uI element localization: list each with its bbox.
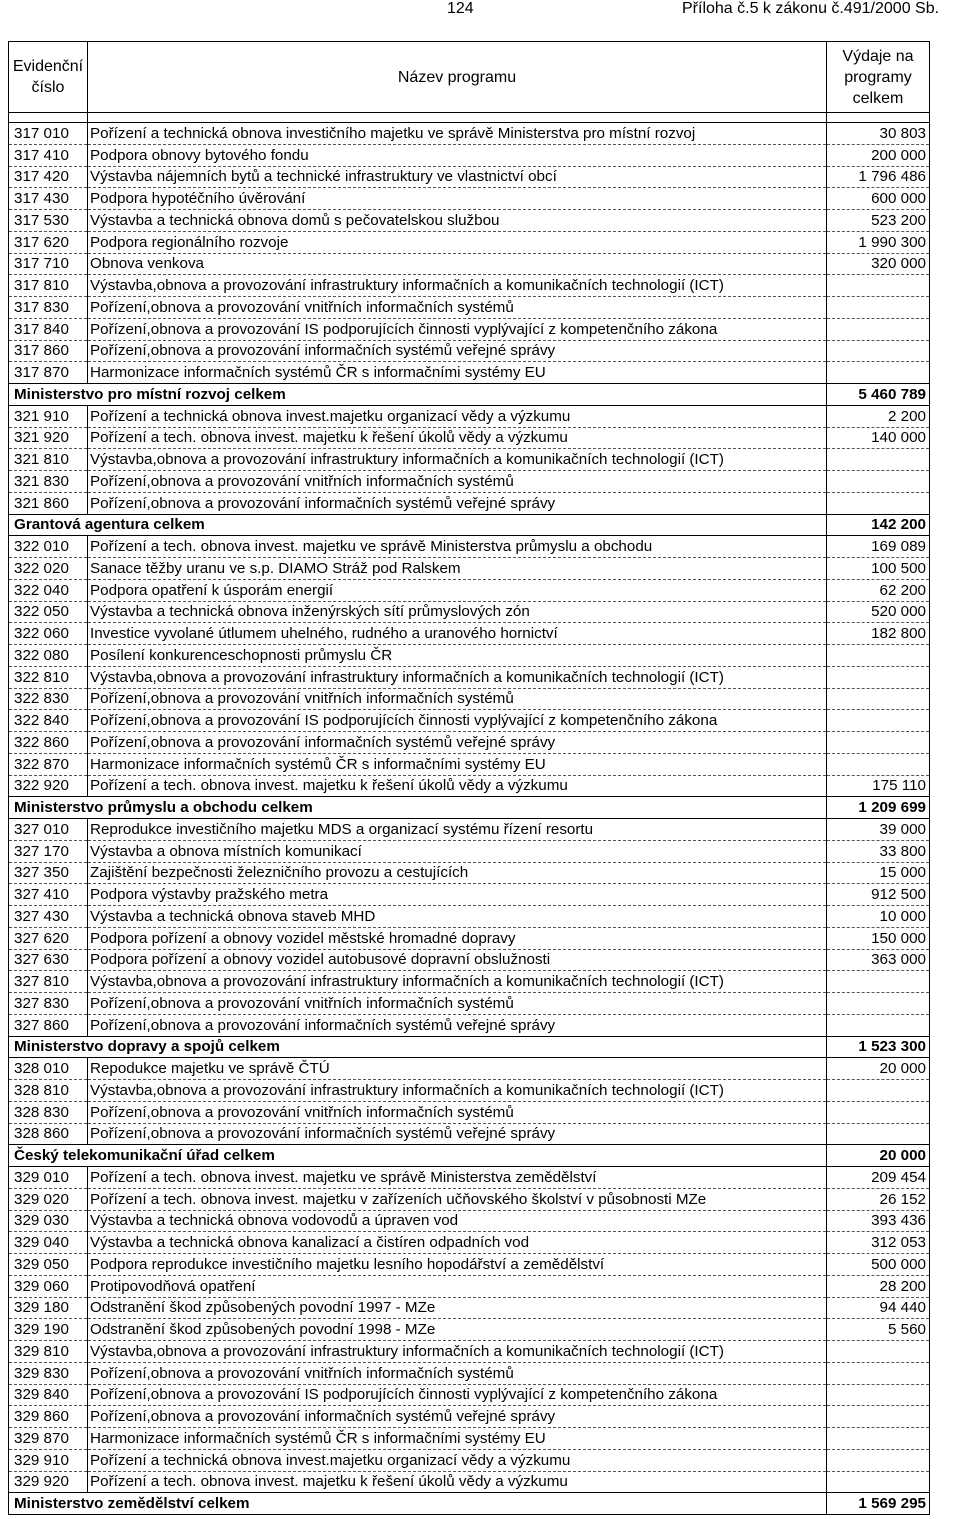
program-name: Pořízení,obnova a provozování vnitřních informačních systémů <box>88 993 827 1015</box>
program-name: Pořízení a tech. obnova invest. majetku ve správě Ministerstva zemědělství <box>88 1167 827 1189</box>
program-code: 327 810 <box>9 971 88 993</box>
program-amount: 94 440 <box>827 1297 930 1319</box>
program-name: Pořízení a technická obnova invest.majetku organizací vědy a výzkumu <box>88 1449 827 1471</box>
program-name: Posílení konkurenceschopnosti průmyslu ČR <box>88 645 827 667</box>
table-row <box>9 1188 930 1210</box>
program-amount: 28 200 <box>827 1275 930 1297</box>
table-row <box>9 993 930 1015</box>
header-spacer-row <box>9 113 930 123</box>
column-header-name: Název programu <box>88 42 827 113</box>
program-name: Výstavba a obnova místních komunikací <box>88 840 827 862</box>
program-amount <box>827 1014 930 1036</box>
program-name: Pořízení a tech. obnova invest. majetku k řešení úkolů vědy a výzkumu <box>88 1471 827 1493</box>
total-label: Ministerstvo průmyslu a obchodu celkem <box>9 797 827 819</box>
table-row <box>9 1101 930 1123</box>
table-row <box>9 166 930 188</box>
program-code: 329 040 <box>9 1232 88 1254</box>
program-amount <box>827 1471 930 1493</box>
program-amount <box>827 1449 930 1471</box>
table-row <box>9 405 930 427</box>
program-name: Pořízení a tech. obnova invest. majetku k řešení úkolů vědy a výzkumu <box>88 775 827 797</box>
program-amount <box>827 1101 930 1123</box>
program-code: 322 040 <box>9 579 88 601</box>
table-row <box>9 753 930 775</box>
program-amount: 520 000 <box>827 601 930 623</box>
program-amount: 15 000 <box>827 862 930 884</box>
program-code: 322 870 <box>9 753 88 775</box>
total-row <box>9 384 930 406</box>
total-label: Ministerstvo pro místní rozvoj celkem <box>9 384 827 406</box>
program-name: Pořízení a technická obnova investičního majetku ve správě Ministerstva pro místní rozvoj <box>88 123 827 145</box>
table-row <box>9 1341 930 1363</box>
program-code: 317 860 <box>9 340 88 362</box>
program-name: Pořízení,obnova a provozování vnitřních informačních systémů <box>88 1101 827 1123</box>
program-code: 321 810 <box>9 449 88 471</box>
program-name: Pořízení a technická obnova invest.majetku organizací vědy a výzkumu <box>88 405 827 427</box>
program-amount <box>827 275 930 297</box>
program-name: Repodukce majetku ve správě ČTÚ <box>88 1058 827 1080</box>
table-row <box>9 906 930 928</box>
program-name: Výstavba,obnova a provozování infrastruktury informačních a komunikačních technologií (ICT) <box>88 971 827 993</box>
program-code: 317 420 <box>9 166 88 188</box>
program-name: Výstavba nájemních bytů a technické infrastruktury ve vlastnictví obcí <box>88 166 827 188</box>
program-name: Výstavba,obnova a provozování infrastruktury informačních a komunikačních technologií (ICT) <box>88 1341 827 1363</box>
program-amount <box>827 318 930 340</box>
table-row <box>9 579 930 601</box>
program-code: 329 810 <box>9 1341 88 1363</box>
program-name: Pořízení,obnova a provozování vnitřních informačních systémů <box>88 471 827 493</box>
table-row <box>9 1014 930 1036</box>
table-row <box>9 666 930 688</box>
program-code: 329 020 <box>9 1188 88 1210</box>
table-row <box>9 427 930 449</box>
program-code: 322 860 <box>9 732 88 754</box>
program-code: 328 010 <box>9 1058 88 1080</box>
program-name: Harmonizace informačních systémů ČR s informačními systémy EU <box>88 753 827 775</box>
program-amount: 320 000 <box>827 253 930 275</box>
program-code: 322 830 <box>9 688 88 710</box>
program-name: Pořízení,obnova a provozování informačních systémů veřejné správy <box>88 1406 827 1428</box>
program-name: Harmonizace informačních systémů ČR s informačními systémy EU <box>88 362 827 384</box>
program-name: Odstranění škod způsobených povodní 1997 - MZe <box>88 1297 827 1319</box>
program-code: 317 830 <box>9 297 88 319</box>
table-row <box>9 318 930 340</box>
program-name: Podpora obnovy bytového fondu <box>88 144 827 166</box>
program-amount: 20 000 <box>827 1058 930 1080</box>
table-row <box>9 645 930 667</box>
table-row <box>9 297 930 319</box>
program-amount: 33 800 <box>827 840 930 862</box>
table-row <box>9 1254 930 1276</box>
program-amount <box>827 297 930 319</box>
program-code: 317 530 <box>9 210 88 232</box>
program-code: 317 010 <box>9 123 88 145</box>
table-row <box>9 623 930 645</box>
program-amount: 523 200 <box>827 210 930 232</box>
program-code: 329 010 <box>9 1167 88 1189</box>
table-row <box>9 1123 930 1145</box>
page-number: 124 <box>447 0 474 17</box>
table-row <box>9 449 930 471</box>
table-row <box>9 492 930 514</box>
program-name: Odstranění škod způsobených povodní 1998 - MZe <box>88 1319 827 1341</box>
total-amount: 1 569 295 <box>827 1493 930 1515</box>
table-row <box>9 1428 930 1450</box>
program-name: Pořízení,obnova a provozování vnitřních informačních systémů <box>88 1362 827 1384</box>
table-row <box>9 1449 930 1471</box>
program-name: Výstavba,obnova a provozování infrastruktury informačních a komunikačních technologií (ICT) <box>88 666 827 688</box>
program-amount <box>827 710 930 732</box>
program-code: 329 920 <box>9 1471 88 1493</box>
table-row <box>9 927 930 949</box>
program-name: Výstavba a technická obnova domů s pečovatelskou službou <box>88 210 827 232</box>
program-code: 321 920 <box>9 427 88 449</box>
table-row <box>9 1167 930 1189</box>
program-name: Pořízení,obnova a provozování informačních systémů veřejné správy <box>88 732 827 754</box>
program-code: 327 170 <box>9 840 88 862</box>
program-name: Výstavba a technická obnova kanalizací a čistíren odpadních vod <box>88 1232 827 1254</box>
program-amount: 5 560 <box>827 1319 930 1341</box>
program-code: 329 860 <box>9 1406 88 1428</box>
table-row <box>9 1232 930 1254</box>
program-code: 317 410 <box>9 144 88 166</box>
program-code: 317 710 <box>9 253 88 275</box>
program-code: 317 430 <box>9 188 88 210</box>
program-code: 327 860 <box>9 1014 88 1036</box>
table-row <box>9 1080 930 1102</box>
table-row <box>9 362 930 384</box>
program-amount: 30 803 <box>827 123 930 145</box>
program-amount: 39 000 <box>827 819 930 841</box>
table-row <box>9 884 930 906</box>
program-name: Pořízení,obnova a provozování vnitřních informačních systémů <box>88 688 827 710</box>
program-amount: 500 000 <box>827 1254 930 1276</box>
program-amount <box>827 1341 930 1363</box>
program-code: 327 350 <box>9 862 88 884</box>
program-name: Podpora výstavby pražského metra <box>88 884 827 906</box>
table-row <box>9 819 930 841</box>
program-name: Podpora pořízení a obnovy vozidel autobusové dopravní obslužnosti <box>88 949 827 971</box>
table-row <box>9 1210 930 1232</box>
program-amount: 175 110 <box>827 775 930 797</box>
program-code: 322 060 <box>9 623 88 645</box>
program-name: Pořízení,obnova a provozování IS podporujících činnosti vyplývající z kompetenčního zákona <box>88 318 827 340</box>
program-amount: 600 000 <box>827 188 930 210</box>
program-amount <box>827 753 930 775</box>
program-code: 317 620 <box>9 231 88 253</box>
program-amount <box>827 666 930 688</box>
program-code: 321 910 <box>9 405 88 427</box>
total-row <box>9 1493 930 1515</box>
program-name: Podpora opatření k úsporám energií <box>88 579 827 601</box>
program-amount: 182 800 <box>827 623 930 645</box>
program-name: Podpora pořízení a obnovy vozidel městské hromadné dopravy <box>88 927 827 949</box>
program-code: 322 840 <box>9 710 88 732</box>
program-code: 327 630 <box>9 949 88 971</box>
program-code: 327 410 <box>9 884 88 906</box>
table-row <box>9 1362 930 1384</box>
program-name: Pořízení,obnova a provozování IS podporujících činnosti vyplývající z kompetenčního zákona <box>88 1384 827 1406</box>
table-row <box>9 188 930 210</box>
program-amount: 1 990 300 <box>827 231 930 253</box>
program-code: 317 870 <box>9 362 88 384</box>
total-label: Ministerstvo dopravy a spojů celkem <box>9 1036 827 1058</box>
program-amount <box>827 1384 930 1406</box>
table-row <box>9 123 930 145</box>
program-name: Pořízení a tech. obnova invest. majetku ve správě Ministerstva průmyslu a obchodu <box>88 536 827 558</box>
table-row <box>9 710 930 732</box>
table-row <box>9 775 930 797</box>
program-name: Výstavba,obnova a provozování infrastruktury informačních a komunikačních technologií (ICT) <box>88 275 827 297</box>
program-amount <box>827 492 930 514</box>
program-name: Pořízení a tech. obnova invest. majetku k řešení úkolů vědy a výzkumu <box>88 427 827 449</box>
total-amount: 1 209 699 <box>827 797 930 819</box>
total-label: Grantová agentura celkem <box>9 514 827 536</box>
program-name: Sanace těžby uranu ve s.p. DIAMO Stráž pod Ralskem <box>88 558 827 580</box>
table-body <box>9 113 930 1515</box>
program-code: 329 060 <box>9 1275 88 1297</box>
program-name: Zajištění bezpečnosti železničního provozu a cestujících <box>88 862 827 884</box>
table-row <box>9 1471 930 1493</box>
program-amount <box>827 1080 930 1102</box>
program-amount <box>827 993 930 1015</box>
table-row <box>9 971 930 993</box>
table-row <box>9 210 930 232</box>
program-amount <box>827 471 930 493</box>
total-amount: 1 523 300 <box>827 1036 930 1058</box>
program-amount: 62 200 <box>827 579 930 601</box>
program-amount: 363 000 <box>827 949 930 971</box>
program-name: Výstavba a technická obnova staveb MHD <box>88 906 827 928</box>
table-row <box>9 275 930 297</box>
total-row <box>9 514 930 536</box>
table-row <box>9 1319 930 1341</box>
table-row <box>9 231 930 253</box>
program-code: 321 830 <box>9 471 88 493</box>
program-code: 322 010 <box>9 536 88 558</box>
program-amount: 200 000 <box>827 144 930 166</box>
program-code: 329 180 <box>9 1297 88 1319</box>
program-name: Pořízení,obnova a provozování informačních systémů veřejné správy <box>88 492 827 514</box>
table-row <box>9 558 930 580</box>
program-code: 321 860 <box>9 492 88 514</box>
table-row <box>9 840 930 862</box>
program-amount: 1 796 486 <box>827 166 930 188</box>
program-code: 317 840 <box>9 318 88 340</box>
table-row <box>9 688 930 710</box>
total-amount: 142 200 <box>827 514 930 536</box>
program-name: Harmonizace informačních systémů ČR s informačními systémy EU <box>88 1428 827 1450</box>
table-row <box>9 471 930 493</box>
program-name: Výstavba,obnova a provozování infrastruktury informačních a komunikačních technologií (ICT) <box>88 1080 827 1102</box>
program-amount <box>827 1362 930 1384</box>
program-code: 327 620 <box>9 927 88 949</box>
program-amount: 2 200 <box>827 405 930 427</box>
program-amount <box>827 1428 930 1450</box>
program-code: 328 860 <box>9 1123 88 1145</box>
table-row <box>9 601 930 623</box>
program-name: Pořízení,obnova a provozování informačních systémů veřejné správy <box>88 340 827 362</box>
table-row <box>9 340 930 362</box>
program-name: Podpora reprodukce investičního majetku lesního hopodářství a zemědělství <box>88 1254 827 1276</box>
table-row <box>9 253 930 275</box>
program-code: 329 190 <box>9 1319 88 1341</box>
program-name: Pořízení,obnova a provozování informačních systémů veřejné správy <box>88 1014 827 1036</box>
program-code: 322 050 <box>9 601 88 623</box>
program-name: Pořízení,obnova a provozování IS podporujících činnosti vyplývající z kompetenčního zákona <box>88 710 827 732</box>
total-row <box>9 1036 930 1058</box>
program-amount: 140 000 <box>827 427 930 449</box>
program-code: 329 050 <box>9 1254 88 1276</box>
table-row <box>9 1297 930 1319</box>
table-row <box>9 1384 930 1406</box>
program-name: Pořízení,obnova a provozování vnitřních informačních systémů <box>88 297 827 319</box>
program-amount: 150 000 <box>827 927 930 949</box>
program-amount: 169 089 <box>827 536 930 558</box>
program-amount <box>827 971 930 993</box>
program-name: Podpora regionálního rozvoje <box>88 231 827 253</box>
program-code: 322 080 <box>9 645 88 667</box>
program-name: Podpora hypotéčního úvěrování <box>88 188 827 210</box>
program-amount: 10 000 <box>827 906 930 928</box>
table-row <box>9 732 930 754</box>
program-code: 327 830 <box>9 993 88 1015</box>
total-label: Český telekomunikační úřad celkem <box>9 1145 827 1167</box>
program-code: 329 030 <box>9 1210 88 1232</box>
program-name: Pořízení,obnova a provozování informačních systémů veřejné správy <box>88 1123 827 1145</box>
program-amount: 312 053 <box>827 1232 930 1254</box>
program-amount <box>827 362 930 384</box>
program-name: Protipovodňová opatření <box>88 1275 827 1297</box>
column-header-code: Evidenční číslo <box>9 42 88 113</box>
program-amount <box>827 645 930 667</box>
programs-table <box>8 41 930 1515</box>
program-amount <box>827 732 930 754</box>
program-code: 328 830 <box>9 1101 88 1123</box>
program-code: 322 920 <box>9 775 88 797</box>
annex-reference: Příloha č.5 k zákonu č.491/2000 Sb. <box>682 0 940 17</box>
table-row <box>9 536 930 558</box>
program-amount: 26 152 <box>827 1188 930 1210</box>
table-row <box>9 144 930 166</box>
column-header-amount: Výdaje na programy celkem <box>827 42 930 113</box>
program-name: Obnova venkova <box>88 253 827 275</box>
total-row <box>9 797 930 819</box>
total-row <box>9 1145 930 1167</box>
program-amount <box>827 688 930 710</box>
program-amount <box>827 449 930 471</box>
program-amount <box>827 1406 930 1428</box>
program-code: 327 430 <box>9 906 88 928</box>
program-name: Investice vyvolané útlumem uhelného, rudného a uranového hornictví <box>88 623 827 645</box>
table-row <box>9 1406 930 1428</box>
program-name: Pořízení a tech. obnova invest. majetku v zařízeních učňovského školství v působnosti MZe <box>88 1188 827 1210</box>
program-code: 329 830 <box>9 1362 88 1384</box>
program-code: 327 010 <box>9 819 88 841</box>
table-row <box>9 1275 930 1297</box>
table-row <box>9 862 930 884</box>
program-name: Výstavba a technická obnova vodovodů a úpraven vod <box>88 1210 827 1232</box>
total-label: Ministerstvo zemědělství celkem <box>9 1493 827 1515</box>
program-code: 322 020 <box>9 558 88 580</box>
program-name: Reprodukce investičního majetku MDS a organizací systému řízení resortu <box>88 819 827 841</box>
program-amount <box>827 340 930 362</box>
program-code: 322 810 <box>9 666 88 688</box>
table-row <box>9 949 930 971</box>
table-row <box>9 1058 930 1080</box>
program-name: Výstavba a technická obnova inženýrských sítí průmyslových zón <box>88 601 827 623</box>
total-amount: 20 000 <box>827 1145 930 1167</box>
program-amount: 100 500 <box>827 558 930 580</box>
program-code: 329 840 <box>9 1384 88 1406</box>
page-header <box>0 0 960 22</box>
program-amount: 393 436 <box>827 1210 930 1232</box>
program-code: 329 910 <box>9 1449 88 1471</box>
program-amount <box>827 1123 930 1145</box>
program-amount: 912 500 <box>827 884 930 906</box>
total-amount: 5 460 789 <box>827 384 930 406</box>
program-amount: 209 454 <box>827 1167 930 1189</box>
program-name: Výstavba,obnova a provozování infrastruktury informačních a komunikačních technologií (ICT) <box>88 449 827 471</box>
table-header-row <box>9 42 930 113</box>
program-code: 329 870 <box>9 1428 88 1450</box>
program-code: 317 810 <box>9 275 88 297</box>
program-code: 328 810 <box>9 1080 88 1102</box>
